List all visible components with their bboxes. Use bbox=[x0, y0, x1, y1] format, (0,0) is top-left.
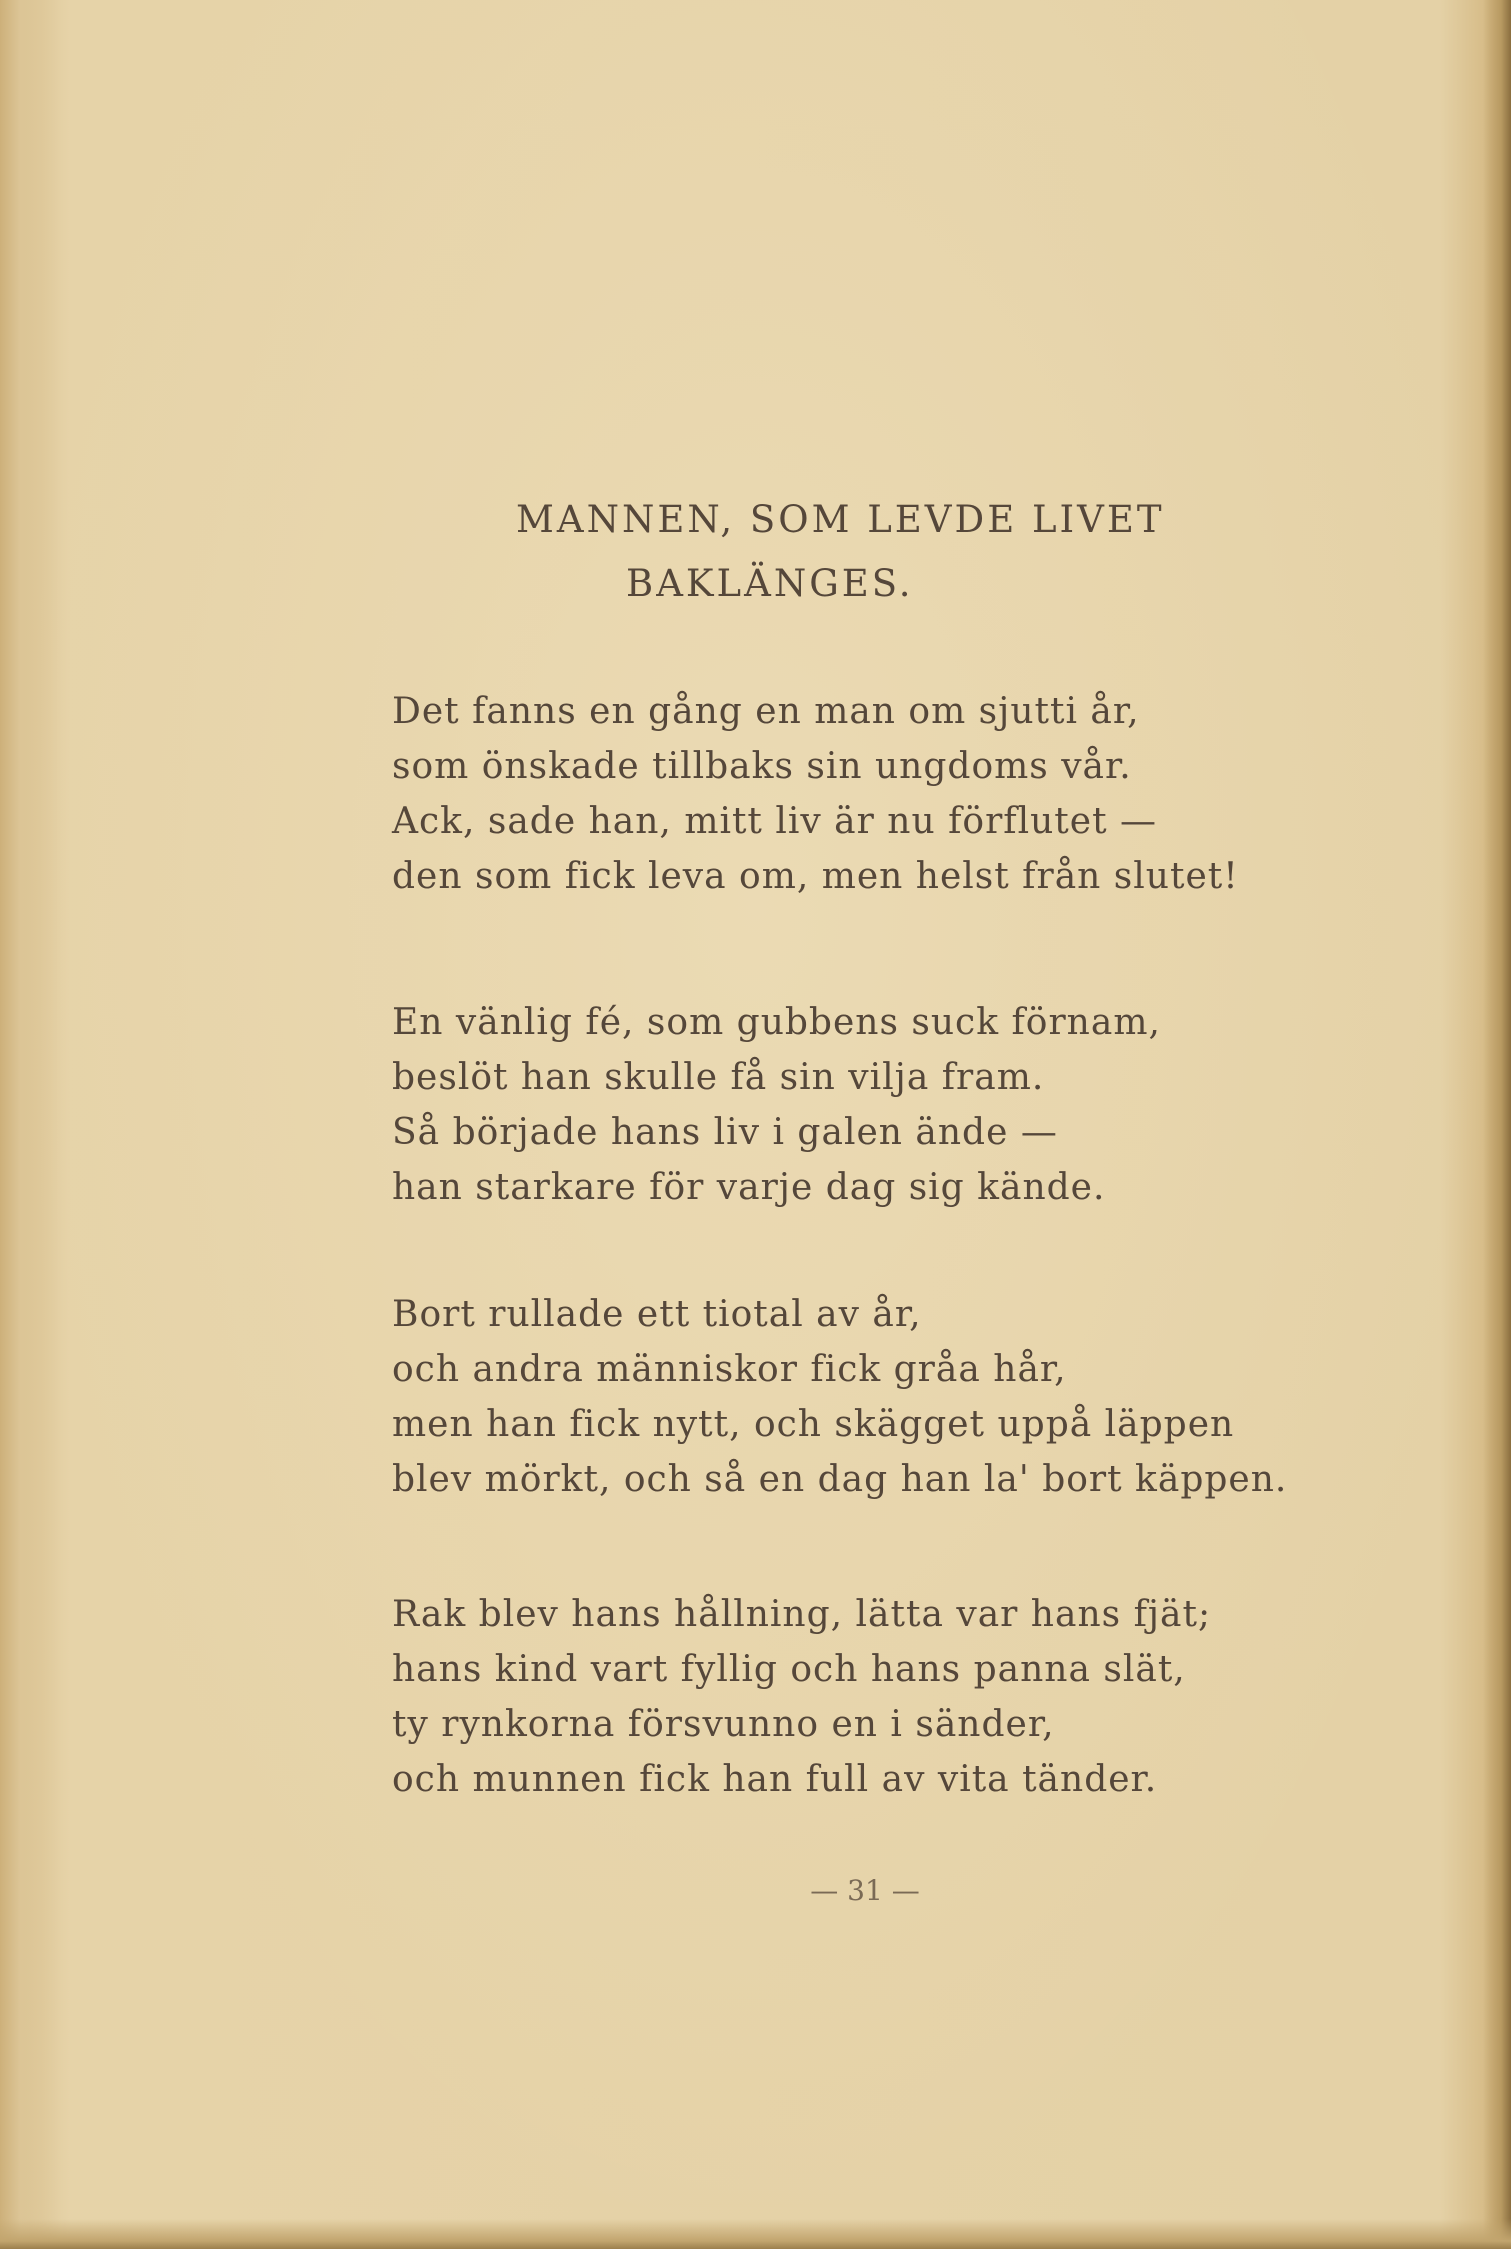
poem-line: och andra människor fick gråa hår, bbox=[392, 1349, 1067, 1390]
poem-line: Ack, sade han, mitt liv är nu förflutet — bbox=[392, 801, 1157, 842]
page-number: — 31 — bbox=[810, 1874, 920, 1907]
page-left-edge bbox=[0, 0, 70, 2249]
poem-line: han starkare för varje dag sig kände. bbox=[392, 1167, 1106, 1208]
poem-line: men han fick nytt, och skägget uppå läppen bbox=[392, 1404, 1235, 1445]
poem-title-line-1: MANNEN, SOM LEVDE LIVET bbox=[516, 498, 1165, 541]
page-bottom-edge bbox=[0, 2219, 1511, 2249]
stanza-4 bbox=[392, 1587, 1412, 1807]
poem-title-line-2: BAKLÄNGES. bbox=[626, 562, 914, 605]
poem-line: Rak blev hans hållning, lätta var hans fjät; bbox=[392, 1594, 1212, 1635]
poem-line: Det fanns en gång en man om sjutti år, bbox=[392, 691, 1140, 732]
poem-line: Så började hans liv i galen ände — bbox=[392, 1112, 1058, 1153]
poem-line: hans kind vart fyllig och hans panna slät, bbox=[392, 1649, 1186, 1690]
poem-line: den som fick leva om, men helst från slutet! bbox=[392, 856, 1239, 897]
poem-line: blev mörkt, och så en dag han la' bort käppen. bbox=[392, 1459, 1288, 1500]
stanza-1 bbox=[392, 684, 1412, 904]
poem-line: Bort rullade ett tiotal av år, bbox=[392, 1294, 922, 1335]
poem-line: En vänlig fé, som gubbens suck förnam, bbox=[392, 1002, 1161, 1043]
poem-line: och munnen fick han full av vita tänder. bbox=[392, 1759, 1158, 1800]
page-right-edge bbox=[1483, 0, 1511, 2249]
stanza-2 bbox=[392, 995, 1412, 1215]
poem-line: ty rynkorna försvunno en i sänder, bbox=[392, 1704, 1055, 1745]
poem-line: beslöt han skulle få sin vilja fram. bbox=[392, 1057, 1045, 1098]
poem-line: som önskade tillbaks sin ungdoms vår. bbox=[392, 746, 1132, 787]
stanza-3 bbox=[392, 1287, 1412, 1507]
